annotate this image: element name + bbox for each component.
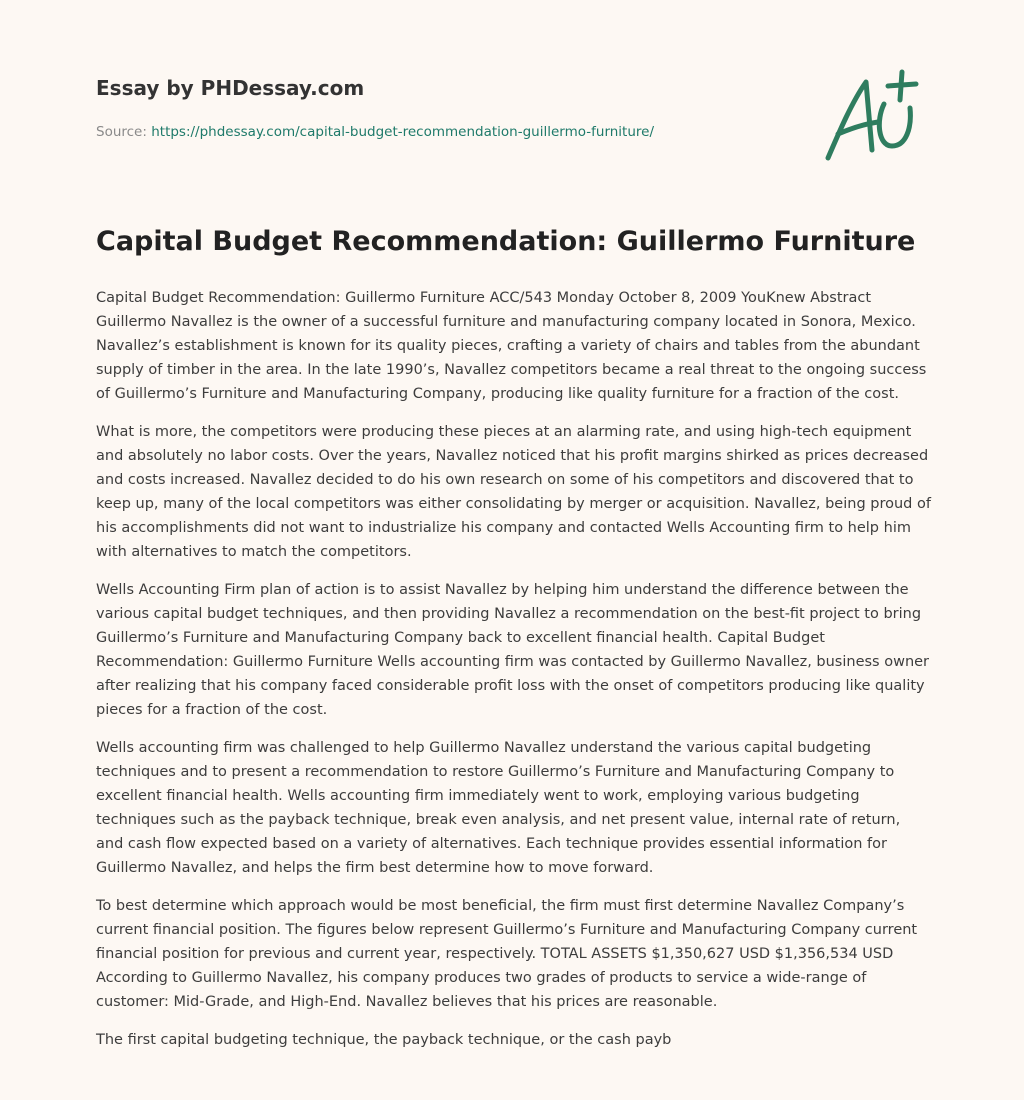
article-paragraph: Wells accounting firm was challenged to help Guillermo Navallez understand the various capital budgeting techniques and to present a recommendation to restore Guillermo’s Furniture and Manufacturing Company to excellent financial health. Wells accounting firm immediately went to work, employing various budgeting techniques such as the payback technique, break even analysis, and net present value, internal rate of return, and cash flow expected based on a variety of alternatives. Each technique provides essential information for Guillermo Navallez, and helps the firm best determine how to move forward.: [96, 740, 901, 876]
article-paragraph: Capital Budget Recommendation: Guillermo Furniture ACC/543 Monday October 8, 2009 YouKnew Abstract Guillermo Navallez is the owner of a successful furniture and manufacturing company located in Sonora, Mexico. Navallez’s establishment is known for its quality pieces, crafting a variety of chairs and tables from the abundant supply of timber in the area. In the late 1990’s, Navallez competitors became a real threat to the ongoing success of Guillermo’s Furniture and Manufacturing Company, producing like quality furniture for a fraction of the cost.: [96, 290, 927, 402]
site-title: Essay by PHDessay.com: [96, 76, 365, 100]
article-title: Capital Budget Recommendation: Guillermo Furniture: [96, 226, 916, 257]
logo-letter-a-stroke: [828, 82, 872, 158]
source-link[interactable]: https://phdessay.com/capital-budget-recommendation-guillermo-furniture/: [151, 124, 655, 140]
source-label: Source:: [96, 124, 152, 140]
grade-a-plus-logo: [816, 66, 920, 166]
article-body: [96, 286, 932, 1066]
article-paragraph: What is more, the competitors were producing these pieces at an alarming rate, and using high-tech equipment and absolutely no labor costs. Over the years, Navallez noticed that his profit margins shirked as prices decreased and costs increased. Navallez decided to do his own research on some of his competitors and discovered that to keep up, many of the local competitors was either consolidating by merger or acquisition. Navallez, being proud of his accomplishments did not want to industrialize his company and contacted Wells Accounting firm to help him with alternatives to match the competitors.: [96, 424, 931, 560]
logo-check-curl: [879, 104, 910, 146]
logo-plus-horizontal: [888, 84, 916, 86]
source-line: [96, 124, 654, 140]
article-paragraph: To best determine which approach would be most beneficial, the firm must first determine Navallez Company’s current financial position. The figures below represent Guillermo’s Furniture and Manufacturing Company current financial position for previous and current year, respectively. TOTAL ASSETS $1,350,627 USD $1,356,534 USD According to Guillermo Navallez, his company produces two grades of products to service a wide-range of customer: Mid-Grade, and High-End. Navallez believes that his prices are reasonable.: [96, 898, 918, 1010]
page-header: [96, 0, 928, 200]
article-paragraph: Wells Accounting Firm plan of action is to assist Navallez by helping him understand the difference between the various capital budget techniques, and then providing Navallez a recommendation on the best-fit project to bring Guillermo’s Furniture and Manufacturing Company back to excellent financial health. Capital Budget Recommendation: Guillermo Furniture Wells accounting firm was contacted by Guillermo Navallez, business owner after realizing that his company faced considerable profit loss with the onset of competitors producing like quality pieces for a fraction of the cost.: [96, 582, 930, 718]
article-paragraph: The first capital budgeting technique, the payback technique, or the cash payb: [96, 1032, 672, 1048]
